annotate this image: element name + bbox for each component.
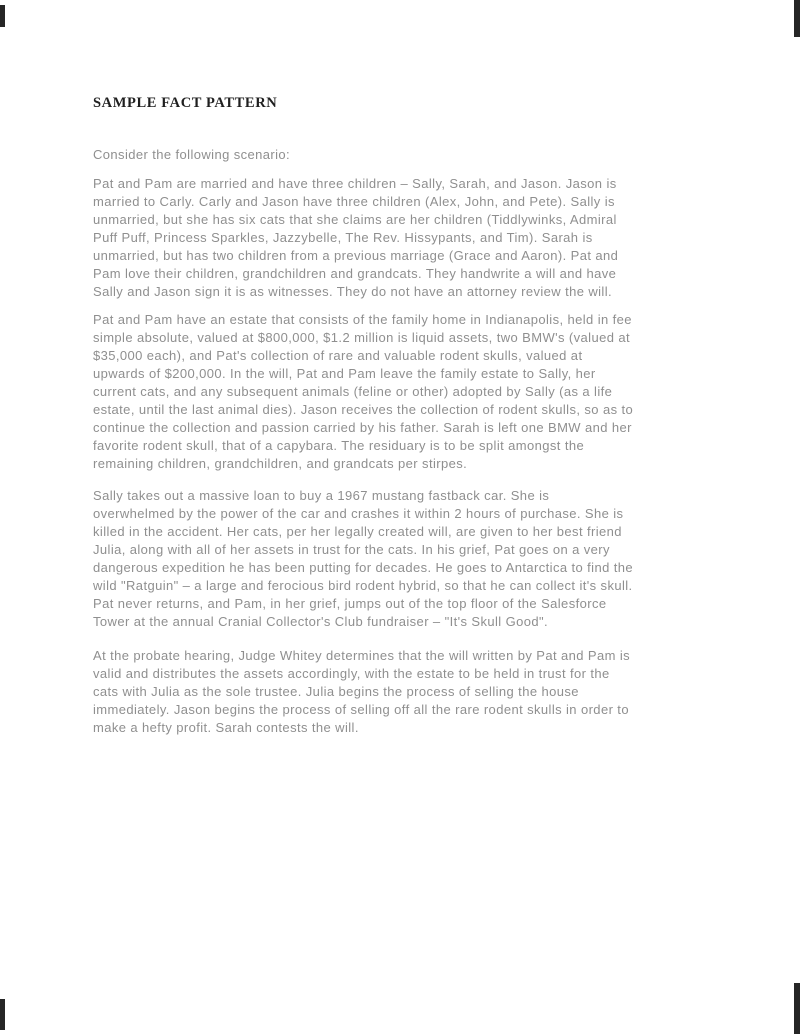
text-line: Pam love their children, grandchildren and grandcats. They handwrite a will and have [93,266,617,281]
text-line: remaining children, grandchildren, and grandcats per stirpes. [93,456,468,471]
scan-artifact-top-right [794,0,800,37]
text-line: Pat and Pam are married and have three children – Sally, Sarah, and Jason. Jason is [93,176,617,191]
text-line: valid and distributes the assets accordingly, with the estate to be held in trust for the [93,666,610,681]
text-line: Tower at the annual Cranial Collector's Club fundraiser – "It's Skull Good". [93,614,549,629]
text-line: $35,000 each), and Pat's collection of rare and valuable rodent skulls, valued at [93,348,583,363]
text-line: make a hefty profit. Sarah contests the will. [93,720,359,735]
text-line: unmarried, but she has six cats that she claims are her children (Tiddlywinks, Admiral [93,212,617,227]
text-line: upwards of $200,000. In the will, Pat and Pam leave the family estate to Sally, her [93,366,596,381]
text-line: simple absolute, valued at $800,000, $1.2 million is liquid assets, two BMW's (valued at [93,330,630,345]
paragraph-probate [93,647,753,737]
text-line: Julia, along with all of her assets in trust for the cats. In his grief, Pat goes on a very [93,542,610,557]
text-line: killed in the accident. Her cats, per her legally created will, are given to her best friend [93,524,622,539]
text-line: married to Carly. Carly and Jason have three children (Alex, John, and Pete). Sally is [93,194,615,209]
text-line: unmarried, but has two children from a previous marriage (Grace and Aaron). Pat and [93,248,619,263]
text-line: Pat and Pam have an estate that consists of the family home in Indianapolis, held in fee [93,312,632,327]
text-line: At the probate hearing, Judge Whitey determines that the will written by Pat and Pam is [93,648,631,663]
document-page [93,94,753,737]
text-line: Sally and Jason sign it is as witnesses. They do not have an attorney review the will. [93,284,613,299]
text-line: Pat never returns, and Pam, in her grief, jumps out of the top floor of the Salesforce [93,596,607,611]
text-line: Sally takes out a massive loan to buy a 1967 mustang fastback car. She is [93,488,550,503]
scan-artifact-top-left [0,5,5,27]
text-line: cats with Julia as the sole trustee. Julia begins the process of selling the house [93,684,579,699]
text-line: Puff Puff, Princess Sparkles, Jazzybelle, The Rev. Hissypants, and Tim). Sarah is [93,230,593,245]
text-line: current cats, and any subsequent animals (feline or other) adopted by Sally (as a life [93,384,613,399]
text-line: wild "Ratguin" – a large and ferocious bird rodent hybrid, so that he can collect it's skull. [93,578,633,593]
text-line: favorite rodent skull, that of a capybara. The residuary is to be split amongst the [93,438,585,453]
scan-artifact-bottom-right [794,983,800,1034]
text-line: estate, until the last animal dies). Jason receives the collection of rodent skulls, so as to [93,402,634,417]
document-title: SAMPLE FACT PATTERN [93,95,278,111]
scan-artifact-bottom-left [0,999,5,1030]
text-line: dangerous expedition he has been putting for decades. He goes to Antarctica to find the [93,560,633,575]
text-line: immediately. Jason begins the process of selling off all the rare rodent skulls in order to [93,702,629,717]
text-line: continue the collection and passion carried by his father. Sarah is left one BMW and her [93,420,632,435]
intro-line: Consider the following scenario: [93,147,291,162]
paragraph-family [93,175,753,301]
paragraph-accident [93,487,753,631]
text-line: overwhelmed by the power of the car and crashes it within 2 hours of purchase. She is [93,506,624,521]
paragraph-estate [93,311,753,473]
